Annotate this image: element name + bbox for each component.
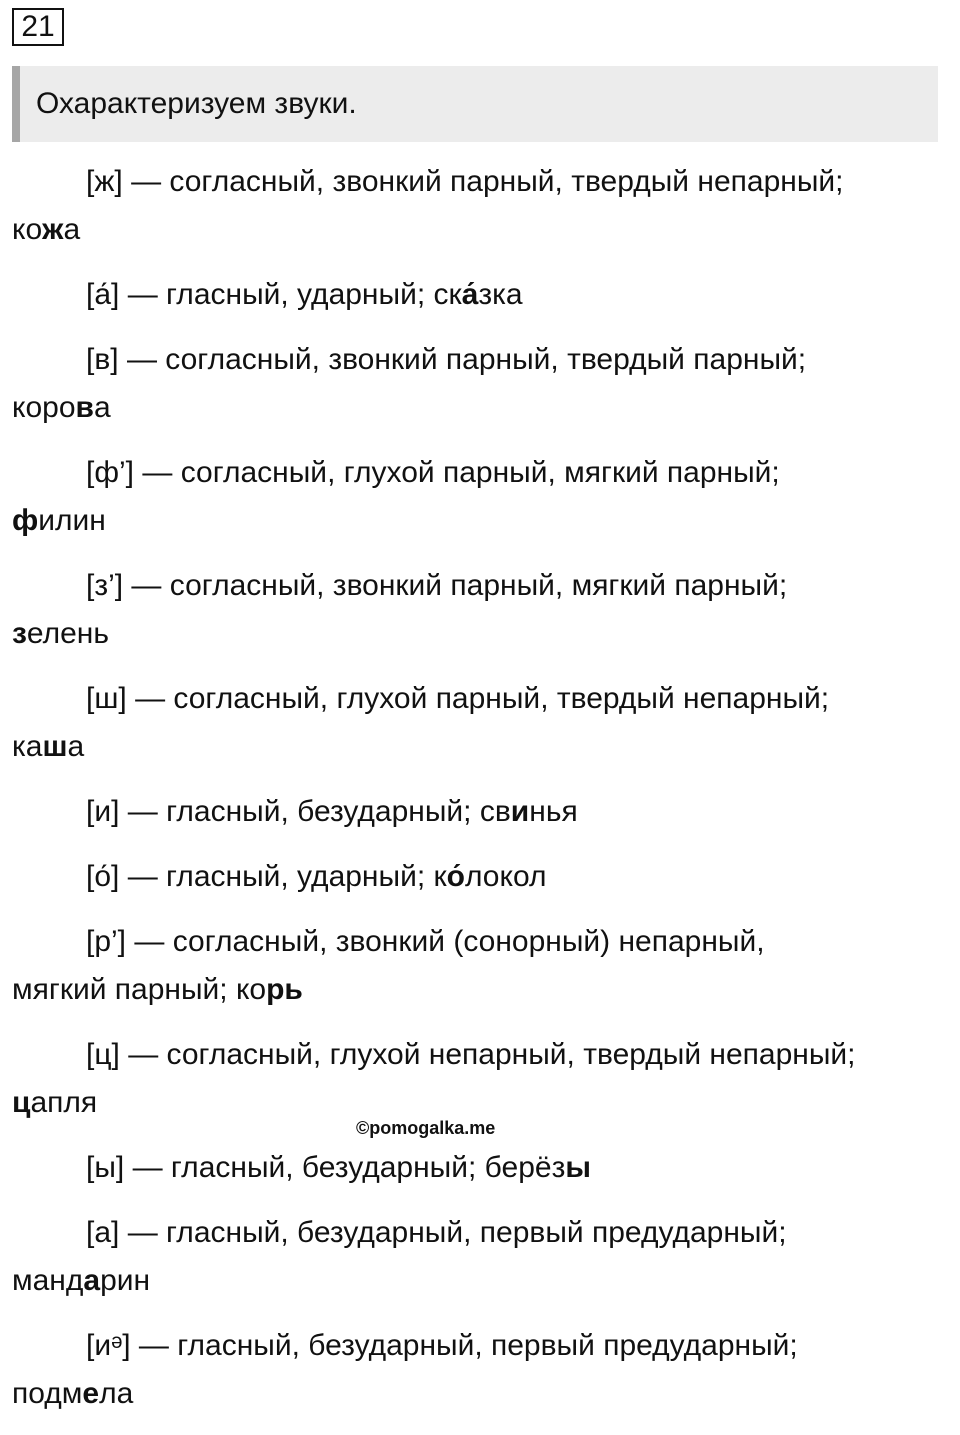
example-word: корова — [12, 391, 111, 424]
sound-entry — [12, 271, 948, 319]
sound-entry — [12, 1144, 948, 1192]
sound-entry — [12, 675, 948, 771]
example-word: свинья — [479, 795, 578, 828]
sound-description: [ж] — согласный, звонкий парный, твердый непарный; — [86, 165, 844, 198]
example-word — [12, 206, 948, 254]
example-word: филин — [12, 504, 106, 537]
sound-description: [з’] — согласный, звонкий парный, мягкий парный; — [86, 569, 788, 602]
header-bar — [12, 66, 938, 142]
sound-entry — [12, 918, 948, 1014]
sound-entry — [12, 449, 948, 545]
sound-entry — [12, 788, 948, 836]
highlighted-letter: з — [12, 617, 27, 650]
sound-entry — [12, 1031, 948, 1127]
highlighted-letter: а — [83, 1264, 101, 1297]
sound-description: [иᵊ] — гласный, безударный, первый предударный; — [86, 1329, 798, 1362]
example-word: зелень — [12, 617, 109, 650]
sound-description: [о́] — гласный, ударный; ко́локол — [86, 860, 547, 893]
sound-entry — [12, 336, 948, 432]
sound-description: [а] — гласный, безударный, первый предударный; — [86, 1216, 787, 1249]
highlighted-letter: ц — [12, 1086, 31, 1119]
highlighted-letter: ф — [12, 504, 39, 537]
example-word: подмела — [12, 1377, 134, 1410]
highlighted-letter: в — [75, 391, 94, 424]
highlighted-letter: ы — [565, 1151, 591, 1184]
example-word: ко́локол — [433, 860, 547, 893]
highlighted-letter: и — [510, 795, 530, 828]
highlighted-letter: а́ — [461, 278, 479, 311]
sound-description: [ц] — согласный, глухой непарный, твердый непарный; — [86, 1038, 856, 1071]
example-word: берёзы — [484, 1151, 591, 1184]
sound-description: [ш] — согласный, глухой парный, твердый непарный; — [86, 682, 830, 715]
sound-description: [а́] — гласный, ударный; ска́зка — [86, 278, 523, 311]
example-word: каша — [12, 730, 85, 763]
highlighted-letter: о́ — [446, 860, 465, 893]
sound-description: [р’] — согласный, звонкий (сонорный) непарный, — [86, 925, 765, 958]
sound-entry — [12, 1209, 948, 1305]
sound-description: [ф’] — согласный, глухой парный, мягкий парный; — [86, 456, 780, 489]
highlighted-letter: е — [82, 1377, 100, 1410]
sound-entry — [12, 562, 948, 658]
example-word: мягкий парный; корь — [12, 973, 303, 1006]
example-word: ска́зка — [433, 278, 523, 311]
header-title: Охарактеризуем звуки. — [36, 87, 357, 120]
sound-entry — [12, 1322, 948, 1418]
example-word: мандарин — [12, 1264, 151, 1297]
watermark: ©pomogalka.me — [356, 1118, 496, 1138]
highlighted-letter: ш — [42, 730, 68, 763]
highlighted-letter: рь — [266, 973, 303, 1006]
sound-description: [и] — гласный, безударный; свинья — [86, 795, 578, 828]
sound-description: [ы] — гласный, безударный; берёзы — [86, 1151, 591, 1184]
sound-list — [12, 158, 948, 1435]
sound-entry — [12, 853, 948, 901]
word-part: а — [63, 213, 81, 246]
example-word: цапля — [12, 1086, 98, 1119]
sound-description: [в] — согласный, звонкий парный, твердый парный; — [86, 343, 807, 376]
highlighted-letter: ж — [42, 213, 64, 246]
sound-entry — [12, 158, 948, 254]
task-number: 21 — [12, 8, 64, 46]
word-part: ко — [12, 213, 43, 246]
